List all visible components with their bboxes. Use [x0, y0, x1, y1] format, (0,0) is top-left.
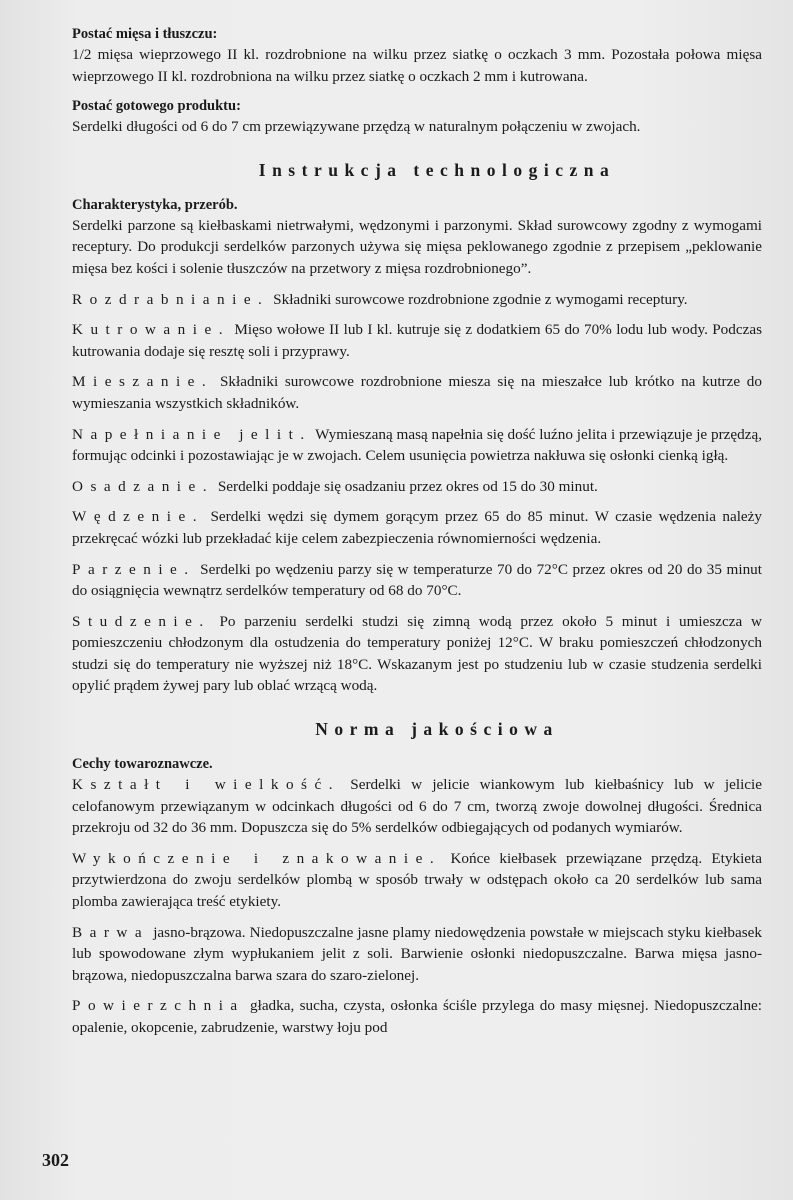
step-keyword: Osadzanie. [72, 477, 215, 495]
step-text: Mięso wołowe II lub I kl. kutruje się z dodatkiem 65 do 70% lodu lub wody. Podczas kutrowania dodaje się resztę soli i przyprawy. [72, 321, 762, 360]
step-text: Po parzeniu serdelki studzi się zimną wodą przez około 5 minut i umieszcza w pomieszczeniu chłodzonym dla ostudzenia do temperatury poniżej 12°C. W braku pomieszczeń chłodzonych studzi się do temperatury nie wyższej niż 18°C. Wskazanym jest po studzeniu lub w czasie studzenia serdelki opylić prądem żywej pary lub oblać wrzącą wodą. [72, 612, 762, 695]
step-keyword: Mieszanie. [72, 373, 214, 391]
heading-instruction: Instrukcja technologiczna [258, 159, 616, 180]
feature-text: jasno-brązowa. Niedopuszczalne jasne plamy niedowędzenia powstałe w miejscach styku kiełbasek lub spowodowane złym wypłukaniem jelit z soli. Barwienie osłonki niedopuszczalne. Barwa mięsa jasno-brązowa, niedopuszczalna barwa szara do szaro-zielonej. [72, 923, 762, 984]
product-form-text: Serdelki długości od 6 do 7 cm przewiązywane przędzą w naturalnym połączeniu w zwojach. [72, 118, 641, 136]
feature-keyword: Kształt i wielkość. [72, 776, 341, 794]
step-paragraph [72, 424, 762, 467]
step-paragraph [72, 289, 762, 311]
feature-keyword: Barwa [72, 923, 150, 941]
meat-form-label: Postać mięsa i tłuszczu: [72, 26, 218, 42]
step-text: Wymieszaną masą napełnia się dość luźno jelita i przewiązuje je przędzą, formując odcinki i pozostawiając je w zwojach. Celem usunięcia powietrza nakłuwa się osłonki cienką igłą. [72, 425, 762, 465]
step-paragraph [72, 371, 762, 414]
step-paragraph [72, 611, 762, 697]
page-number: 302 [42, 1150, 69, 1170]
page-text [72, 24, 762, 1039]
meat-form-text: 1/2 mięsa wieprzowego II kl. rozdrobnione na wilku przez siatkę o oczkach 3 mm. Pozostała połowa mięsa wieprzowego II kl. rozdrobniona na wilku przez siatkę o oczkach 2 mm i kutrowana. [72, 46, 762, 85]
feature-paragraph [72, 922, 762, 987]
feature-paragraph [72, 848, 762, 913]
feature-keyword: Powierzchnia [72, 997, 245, 1015]
step-keyword: Napełnianie jelit. [72, 425, 312, 443]
step-keyword: Studzenie. [72, 612, 211, 630]
step-paragraph [72, 319, 762, 362]
features-label: Cechy towaroznawcze. [72, 756, 213, 773]
step-text: Serdelki wędzi się dymem gorącym przez 65 do 85 minut. W czasie wędzenia należy przekręcać wózki lub przekładać kije celem zabezpieczenia równomierności wędzenia. [72, 508, 762, 547]
characteristics-label: Charakterystyka, przerób. [72, 196, 238, 213]
step-paragraph [72, 506, 762, 549]
step-paragraph [72, 476, 762, 498]
step-text: Serdelki po wędzeniu parzy się w temperaturze 70 do 72°C przez okres od 20 do 35 minut do osiągnięcia wewnątrz serdelków temperatury od 68 do 70°C. [72, 560, 762, 600]
characteristics-text: Serdelki parzone są kiełbaskami nietrwałymi, wędzonymi i parzonymi. Skład surowcowy zgodny z wymogami receptury. Do produkcji serdelków parzonych używa się mięsa peklowanego zgodnie z przepisem „peklowanie mięsa bez kości i solenie tłuszczów na przetwory z mięsa rozdrobnionego”. [72, 216, 762, 277]
step-keyword: Wędzenie. [72, 508, 205, 526]
step-keyword: Rozdrabnianie. [72, 290, 270, 308]
step-keyword: Parzenie. [72, 560, 196, 578]
step-keyword: Kutrowanie. [72, 321, 230, 339]
feature-keyword: Wykończenie i znakowanie. [72, 849, 442, 867]
step-paragraph [72, 559, 762, 602]
feature-text: gładka, sucha, czysta, osłonka ściśle przylega do masy mięsnej. Niedopuszczalne: opalenie, okopcenie, zabrudzenie, warstwy łoju pod [72, 997, 762, 1036]
feature-text: Serdelki w jelicie wiankowym lub kiełbaśnicy lub w jelicie celofanowym przewiązanym w odcinkach długości od 6 do 7 cm, tworzą zwoje dowolnej długości. Średnica przekroju od 32 do 36 mm. Dopuszcza się do 5% serdelków odbiegających od podanych wymiarów. [72, 776, 762, 837]
heading-quality: Norma jakościowa [315, 719, 559, 740]
step-text: Składniki surowcowe rozdrobnione zgodnie z wymogami receptury. [269, 290, 688, 308]
step-text: Serdelki poddaje się osadzaniu przez okres od 15 do 30 minut. [214, 477, 598, 495]
feature-paragraph [72, 774, 762, 839]
product-form-label: Postać gotowego produktu: [72, 98, 241, 115]
feature-text: Końce kiełbasek przewiązane przędzą. Etykieta przytwierdzona do zwoju serdelków plombą w sposób trwały w odstępach około ca 20 serdelków lub sama plomba zawierająca treść etykiety. [72, 849, 763, 911]
feature-paragraph [72, 995, 762, 1038]
step-text: Składniki surowcowe rozdrobnione miesza się na mieszałce lub krótko na kutrze do wymieszania wszystkich składników. [72, 373, 762, 412]
